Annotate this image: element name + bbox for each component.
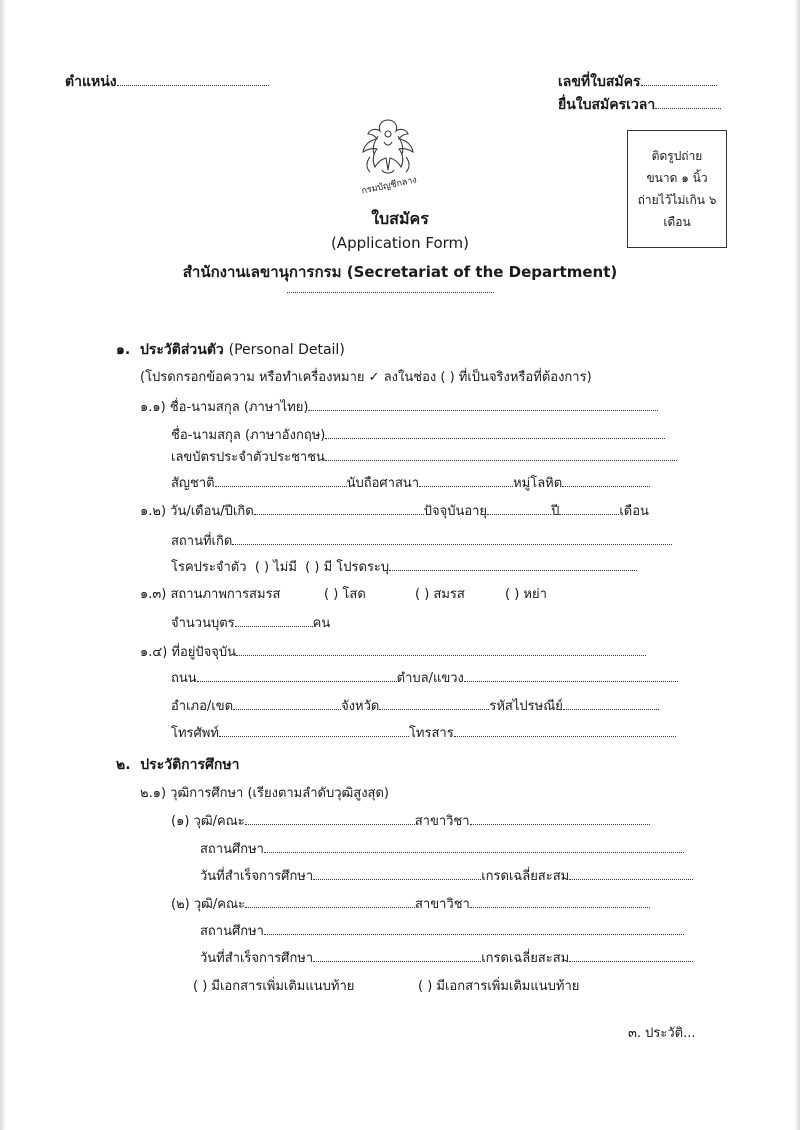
district-row[interactable] (171, 695, 659, 716)
photo-box-line2: ขนาด ๑ นิ้ว (646, 171, 708, 185)
graduation1-row[interactable] (200, 865, 693, 886)
name-english-field[interactable] (171, 424, 665, 445)
month-label: เดือน (619, 504, 649, 519)
birthdate-label: ๑.๒) วัน/เดือน/ปีเกิด (140, 504, 254, 519)
position-field[interactable] (65, 71, 269, 93)
disease-row[interactable] (171, 556, 637, 577)
photo-box-line1: ติดรูปถ่าย (651, 149, 703, 163)
section2-number: ๒. (116, 757, 131, 773)
photo-box-line4: เดือน (663, 215, 691, 229)
nationality-row[interactable] (171, 472, 650, 493)
major1-label: สาขาวิชา (414, 814, 470, 829)
name-thai-field[interactable] (140, 396, 658, 417)
religion-label: นับถือศาสนา (346, 476, 420, 491)
road-row[interactable] (171, 667, 678, 688)
school1-field[interactable] (200, 838, 684, 859)
school2-field[interactable] (200, 920, 684, 941)
position-label: ตำแหน่ง (65, 74, 117, 90)
submit-time-label: ยื่นใบสมัครเวลา (558, 97, 656, 113)
nationality-label: สัญชาติ (171, 476, 215, 491)
instruction-part-a: (โปรดกรอกข้อความ หรือทำเครื่องหมาย (140, 370, 365, 385)
subdistrict-label: ตำบล/แขวง (396, 671, 464, 686)
form-title-english: (Application Form) (330, 234, 470, 252)
school2-label: สถานศึกษา (200, 924, 264, 939)
extra-docs-option-b[interactable]: ( ) มีเอกสารเพิ่มเติมแนบท้าย (418, 979, 580, 994)
district-label: อำเภอ/เขต (171, 699, 234, 714)
province-label: จังหวัด (341, 699, 380, 714)
marital-status-row[interactable] (140, 583, 280, 604)
section2-title: ประวัติการศึกษา (140, 757, 240, 773)
blood-type-label: หมู่โลหิต (513, 476, 563, 491)
phone-row[interactable] (171, 722, 676, 743)
form-title: ใบสมัคร (371, 209, 429, 228)
section1-title-en: (Personal Detail) (228, 342, 345, 358)
section2-heading (116, 754, 240, 776)
section1-instruction (140, 366, 592, 387)
page-edge-left (0, 0, 6, 1130)
marital-married-option[interactable]: ( ) สมรส (415, 587, 465, 602)
grad-date2-label: วันที่สำเร็จการศึกษา (200, 951, 314, 966)
name-thai-label: ๑.๑) ชื่อ-นามสกุล (ภาษาไทย) (140, 400, 309, 415)
year-label: ปี (551, 504, 560, 519)
degree1-row[interactable] (171, 810, 650, 831)
degree1-label: (๑) วุฒิ/คณะ (171, 814, 245, 829)
id-card-label: เลขบัตรประจำตัวประชาชน (171, 450, 325, 465)
marital-status-label: ๑.๓) สถานภาพการสมรส (140, 587, 281, 602)
application-number-label: เลขที่ใบสมัคร (558, 74, 641, 90)
birthplace-label: สถานที่เกิด (171, 534, 233, 549)
grad-date1-label: วันที่สำเร็จการศึกษา (200, 869, 314, 884)
instruction-part-b: ลงในช่อง ( ) ที่เป็นจริงหรือที่ต้องการ) (383, 370, 592, 385)
marital-divorced-option[interactable]: ( ) หย่า (505, 587, 547, 602)
disease-label: โรคประจำตัว (171, 560, 247, 575)
page-edge-right (794, 0, 800, 1130)
age-label: ปัจจุบันอายุ (423, 504, 488, 519)
major2-label: สาขาวิชา (415, 897, 470, 912)
degree2-label: (๒) วุฒิ/คณะ (171, 897, 246, 912)
id-card-field[interactable] (171, 446, 677, 467)
photo-box-line3: ถ่ายไว้ไม่เกิน ๖ (637, 193, 717, 207)
birthplace-field[interactable] (171, 530, 672, 551)
emblem-caption: กรมบัญชีกลาง (360, 175, 418, 197)
school1-label: สถานศึกษา (200, 842, 264, 857)
extra-docs-option-a[interactable]: ( ) มีเอกสารเพิ่มเติมแนบท้าย (193, 979, 355, 994)
address-field[interactable] (140, 641, 646, 662)
road-label: ถนน (171, 671, 197, 686)
gpa1-label: เกรดเฉลี่ยสะสม (481, 869, 570, 884)
name-english-label: ชื่อ-นามสกุล (ภาษาอังกฤษ) (171, 428, 326, 443)
title-underline (287, 292, 494, 293)
address-label: ๑.๔) ที่อยู่ปัจจุบัน (140, 645, 237, 660)
application-number-field[interactable] (558, 71, 717, 93)
birthdate-row[interactable] (140, 500, 649, 521)
degree2-row[interactable] (171, 893, 650, 914)
graduation2-row[interactable] (200, 947, 693, 968)
disease-none-option[interactable]: ( ) ไม่มี (254, 560, 297, 575)
section1-title: ประวัติส่วนตัว (139, 342, 224, 358)
gpa2-label: เกรดเฉลี่ยสะสม (481, 951, 570, 966)
department-title: สำนักงานเลขานุการกรม (Secretariat of the Department) (182, 263, 618, 281)
children-unit-label: คน (312, 616, 331, 631)
submit-time-field[interactable] (558, 94, 721, 116)
qualification-heading: ๒.๑) วุฒิการศึกษา (เรียงตามลำดับวุฒิสูงสุด) (140, 786, 389, 801)
continue-marker: ๓. ประวัติ... (628, 1026, 696, 1041)
postcode-label: รหัสไปรษณีย์ (489, 699, 563, 714)
children-field[interactable] (171, 612, 330, 633)
disease-yes-option[interactable]: ( ) มี โปรดระบุ (305, 560, 390, 575)
children-label: จำนวนบุตร (171, 616, 235, 631)
fax-label: โทรสาร (408, 726, 454, 741)
phone-label: โทรศัพท์ (171, 726, 219, 741)
check-mark-icon: ✓ (368, 370, 380, 385)
marital-single-option[interactable]: ( ) โสด (324, 587, 366, 602)
section1-heading (116, 339, 345, 361)
section1-number: ๑. (116, 342, 131, 358)
